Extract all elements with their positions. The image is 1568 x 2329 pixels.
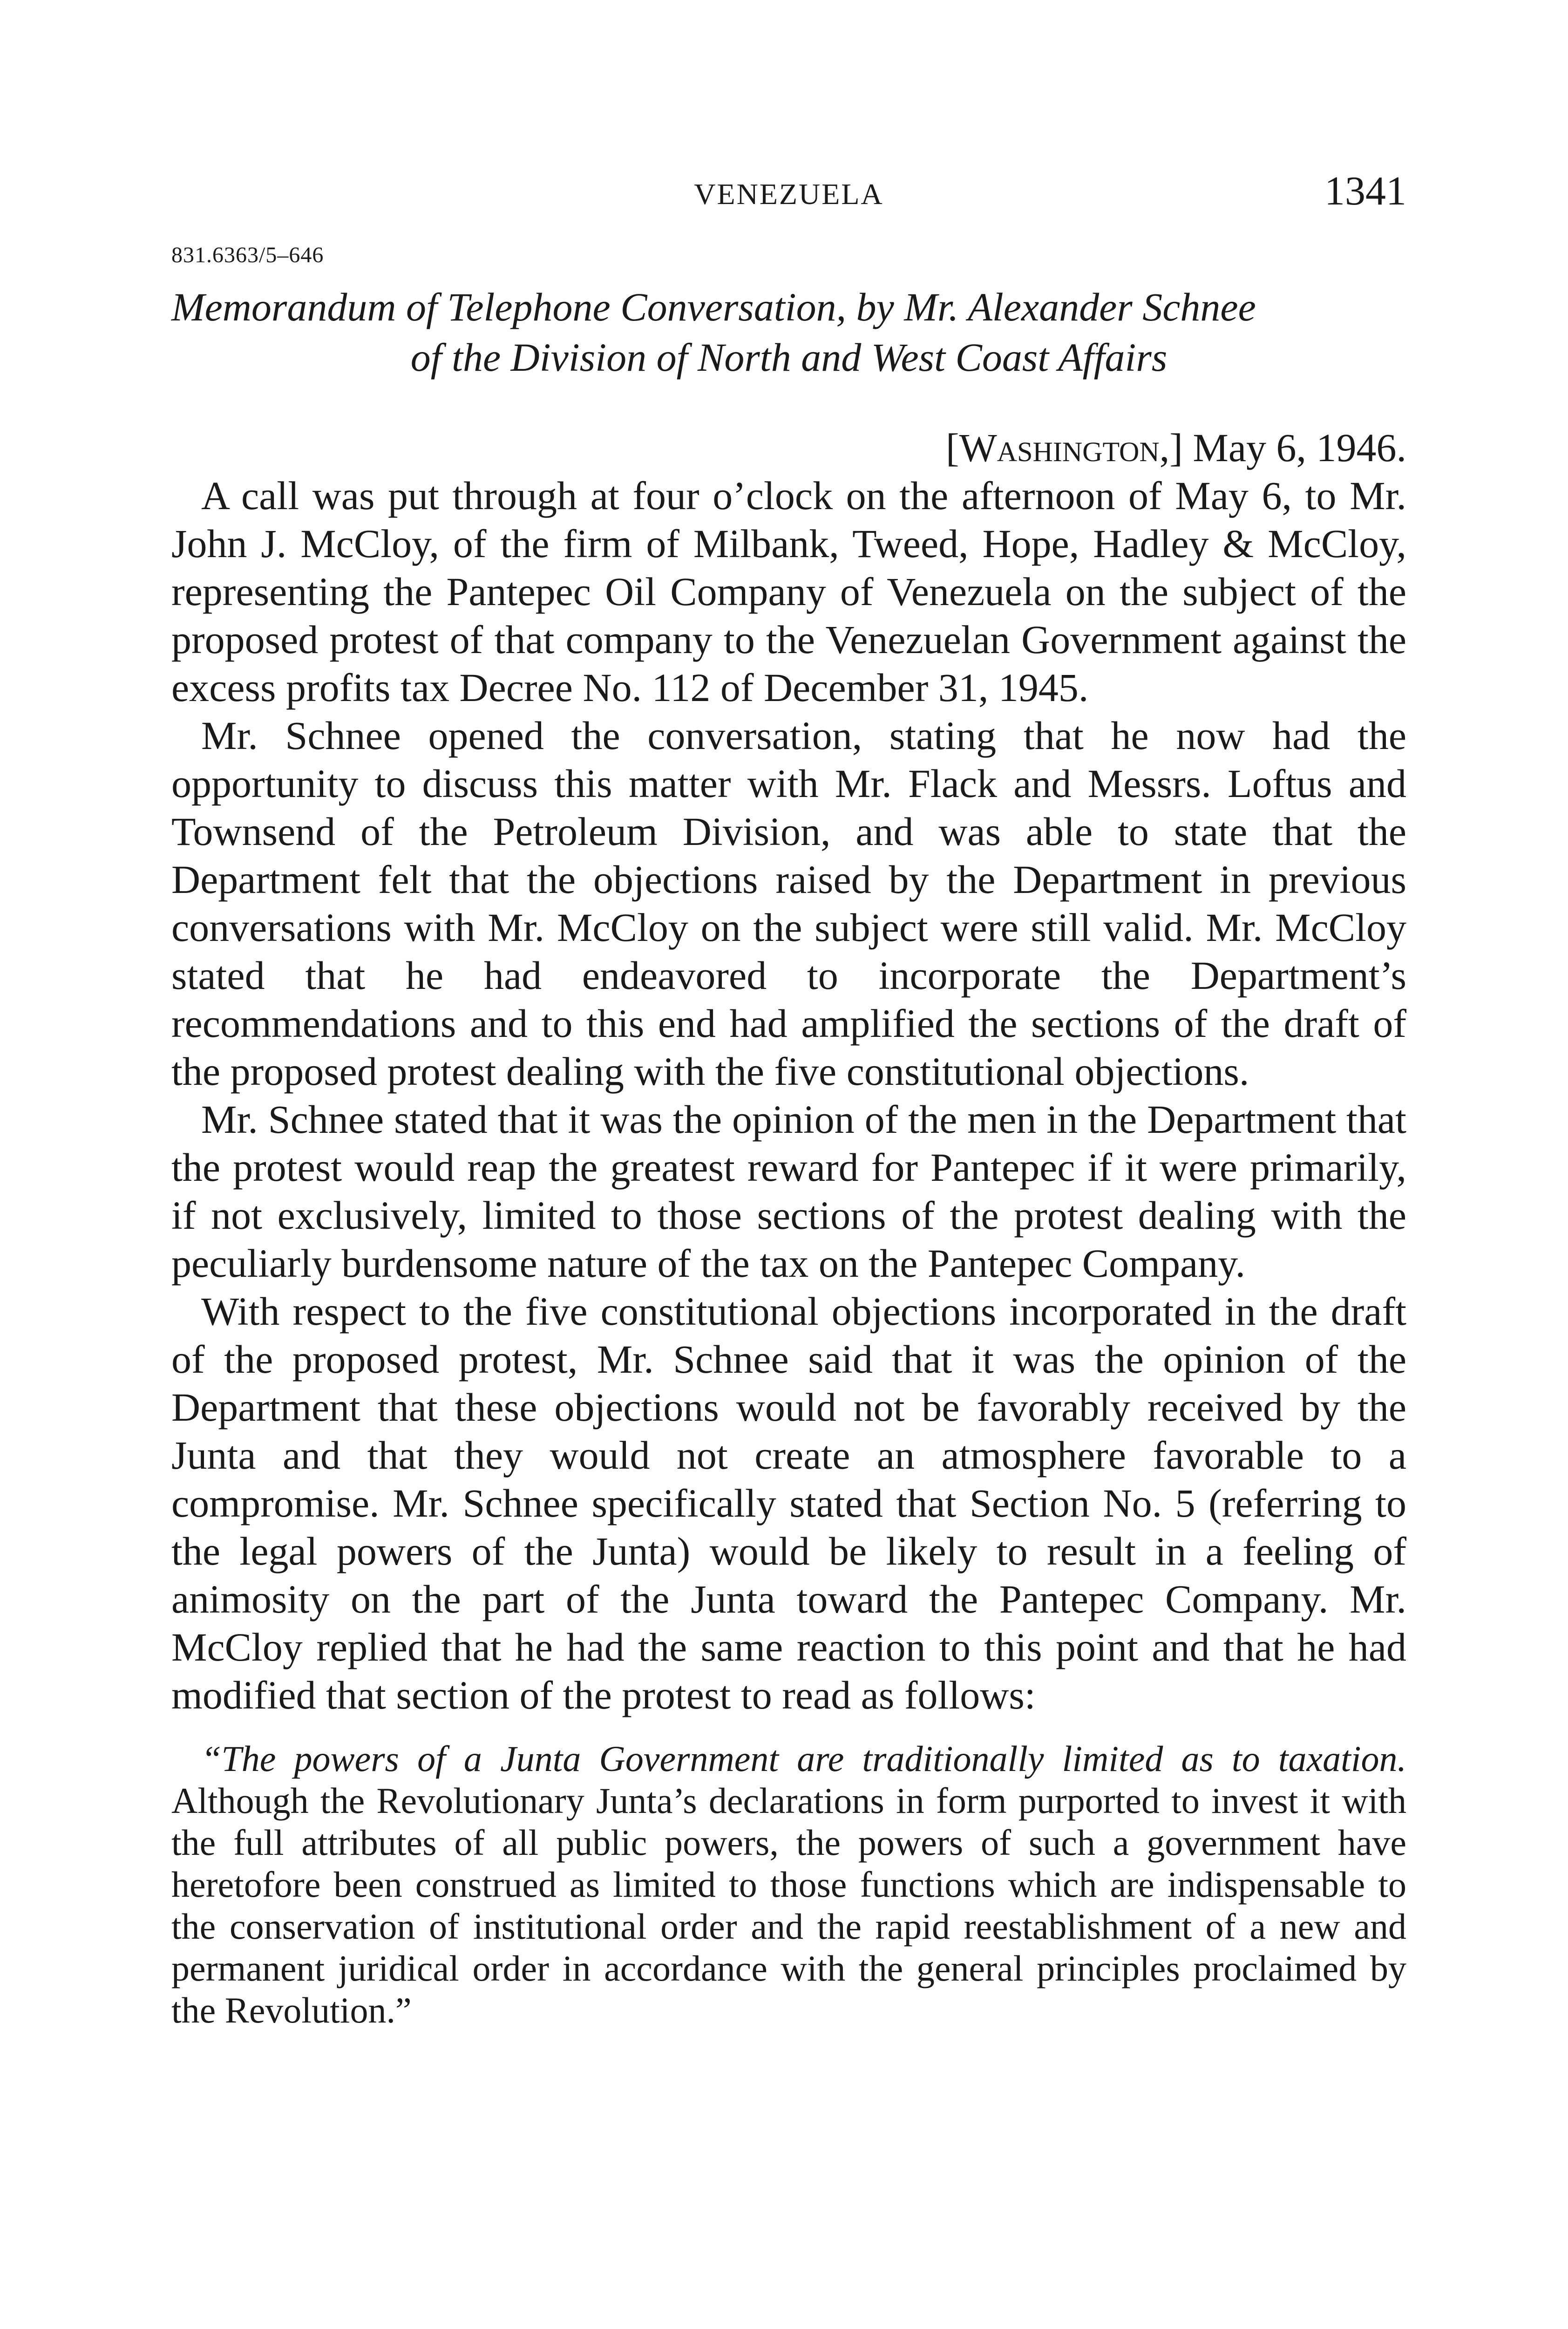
document-title-line-1: Memorandum of Telephone Conversation, by Mr. Alexander Schnee (171, 285, 1256, 329)
document-title (171, 282, 1406, 382)
page-number: 1341 (1324, 169, 1406, 214)
quote-text: Although the Revolutionary Junta’s declarations in form purported to invest it with the full attributes of all public powers, the powers of such a government have heretofore been construed as limited to those functions which are indispensable to the conservation of institutional order and the rapid reestablishment of a new and permanent juridical order in accordance with the general principles proclaimed by the Revolution.” (171, 1780, 1406, 2030)
document-title-line-2: of the Division of North and West Coast Affairs (410, 335, 1168, 380)
dateline (171, 423, 1406, 472)
block-quote (171, 1738, 1406, 2031)
running-head (171, 168, 1406, 224)
paragraph: Mr. Schnee opened the conversation, stating that he now had the opportunity to discuss this matter with Mr. Flack and Messrs. Loftus and Townsend of the Petroleum Division, and was able to state that the Department felt that the objections raised by the Department in previous conversations with Mr. McCloy on the subject were still valid. Mr. McCloy stated that he had endeavored to incorporate the Department’s recommendations and to this end had amplified the sections of the draft of the proposed protest dealing with the five constitutional objections. (171, 713, 1406, 1094)
running-title: VENEZUELA (694, 177, 884, 211)
paragraph: With respect to the five constitutional objections incorporated in the draft of the proposed protest, Mr. Schnee said that it was the opinion of the Department that these objections would not be favorably received by the Junta and that they would not create an atmosphere favorable to a compromise. Mr. Schnee specifically stated that Section No. 5 (referring to the legal powers of the Junta) would be likely to result in a feeling of animosity on the part of the Junta toward the Pantepec Company. Mr. McCloy replied that he had the same reaction to this point and that he had modified that section of the protest to read as follows: (171, 1289, 1406, 1717)
dateline-date: May 6, 1946. (1182, 425, 1406, 470)
dateline-place: [Washington,] (946, 425, 1183, 470)
paragraph: A call was put through at four o’clock on the afternoon of May 6, to Mr. John J. McCloy, of the firm of Milbank, Tweed, Hope, Hadley & McCloy, representing the Pantepec Oil Company of Venezuela on the subject of the proposed protest of that company to the Venezuelan Government against the excess profits tax Decree No. 112 of December 31, 1945. (171, 473, 1406, 710)
paragraph: Mr. Schnee stated that it was the opinion of the men in the Department that the protest would reap the greatest reward for Pantepec if it were primarily, if not exclusively, limited to those sections of the protest dealing with the peculiarly burdensome nature of the tax on the Pantepec Company. (171, 1097, 1406, 1286)
file-number: 831.6363/5–646 (171, 243, 324, 267)
quote-italic: “The powers of a Junta Government are traditionally limited as to taxation. (201, 1738, 1406, 1779)
document-page (171, 168, 1406, 2031)
